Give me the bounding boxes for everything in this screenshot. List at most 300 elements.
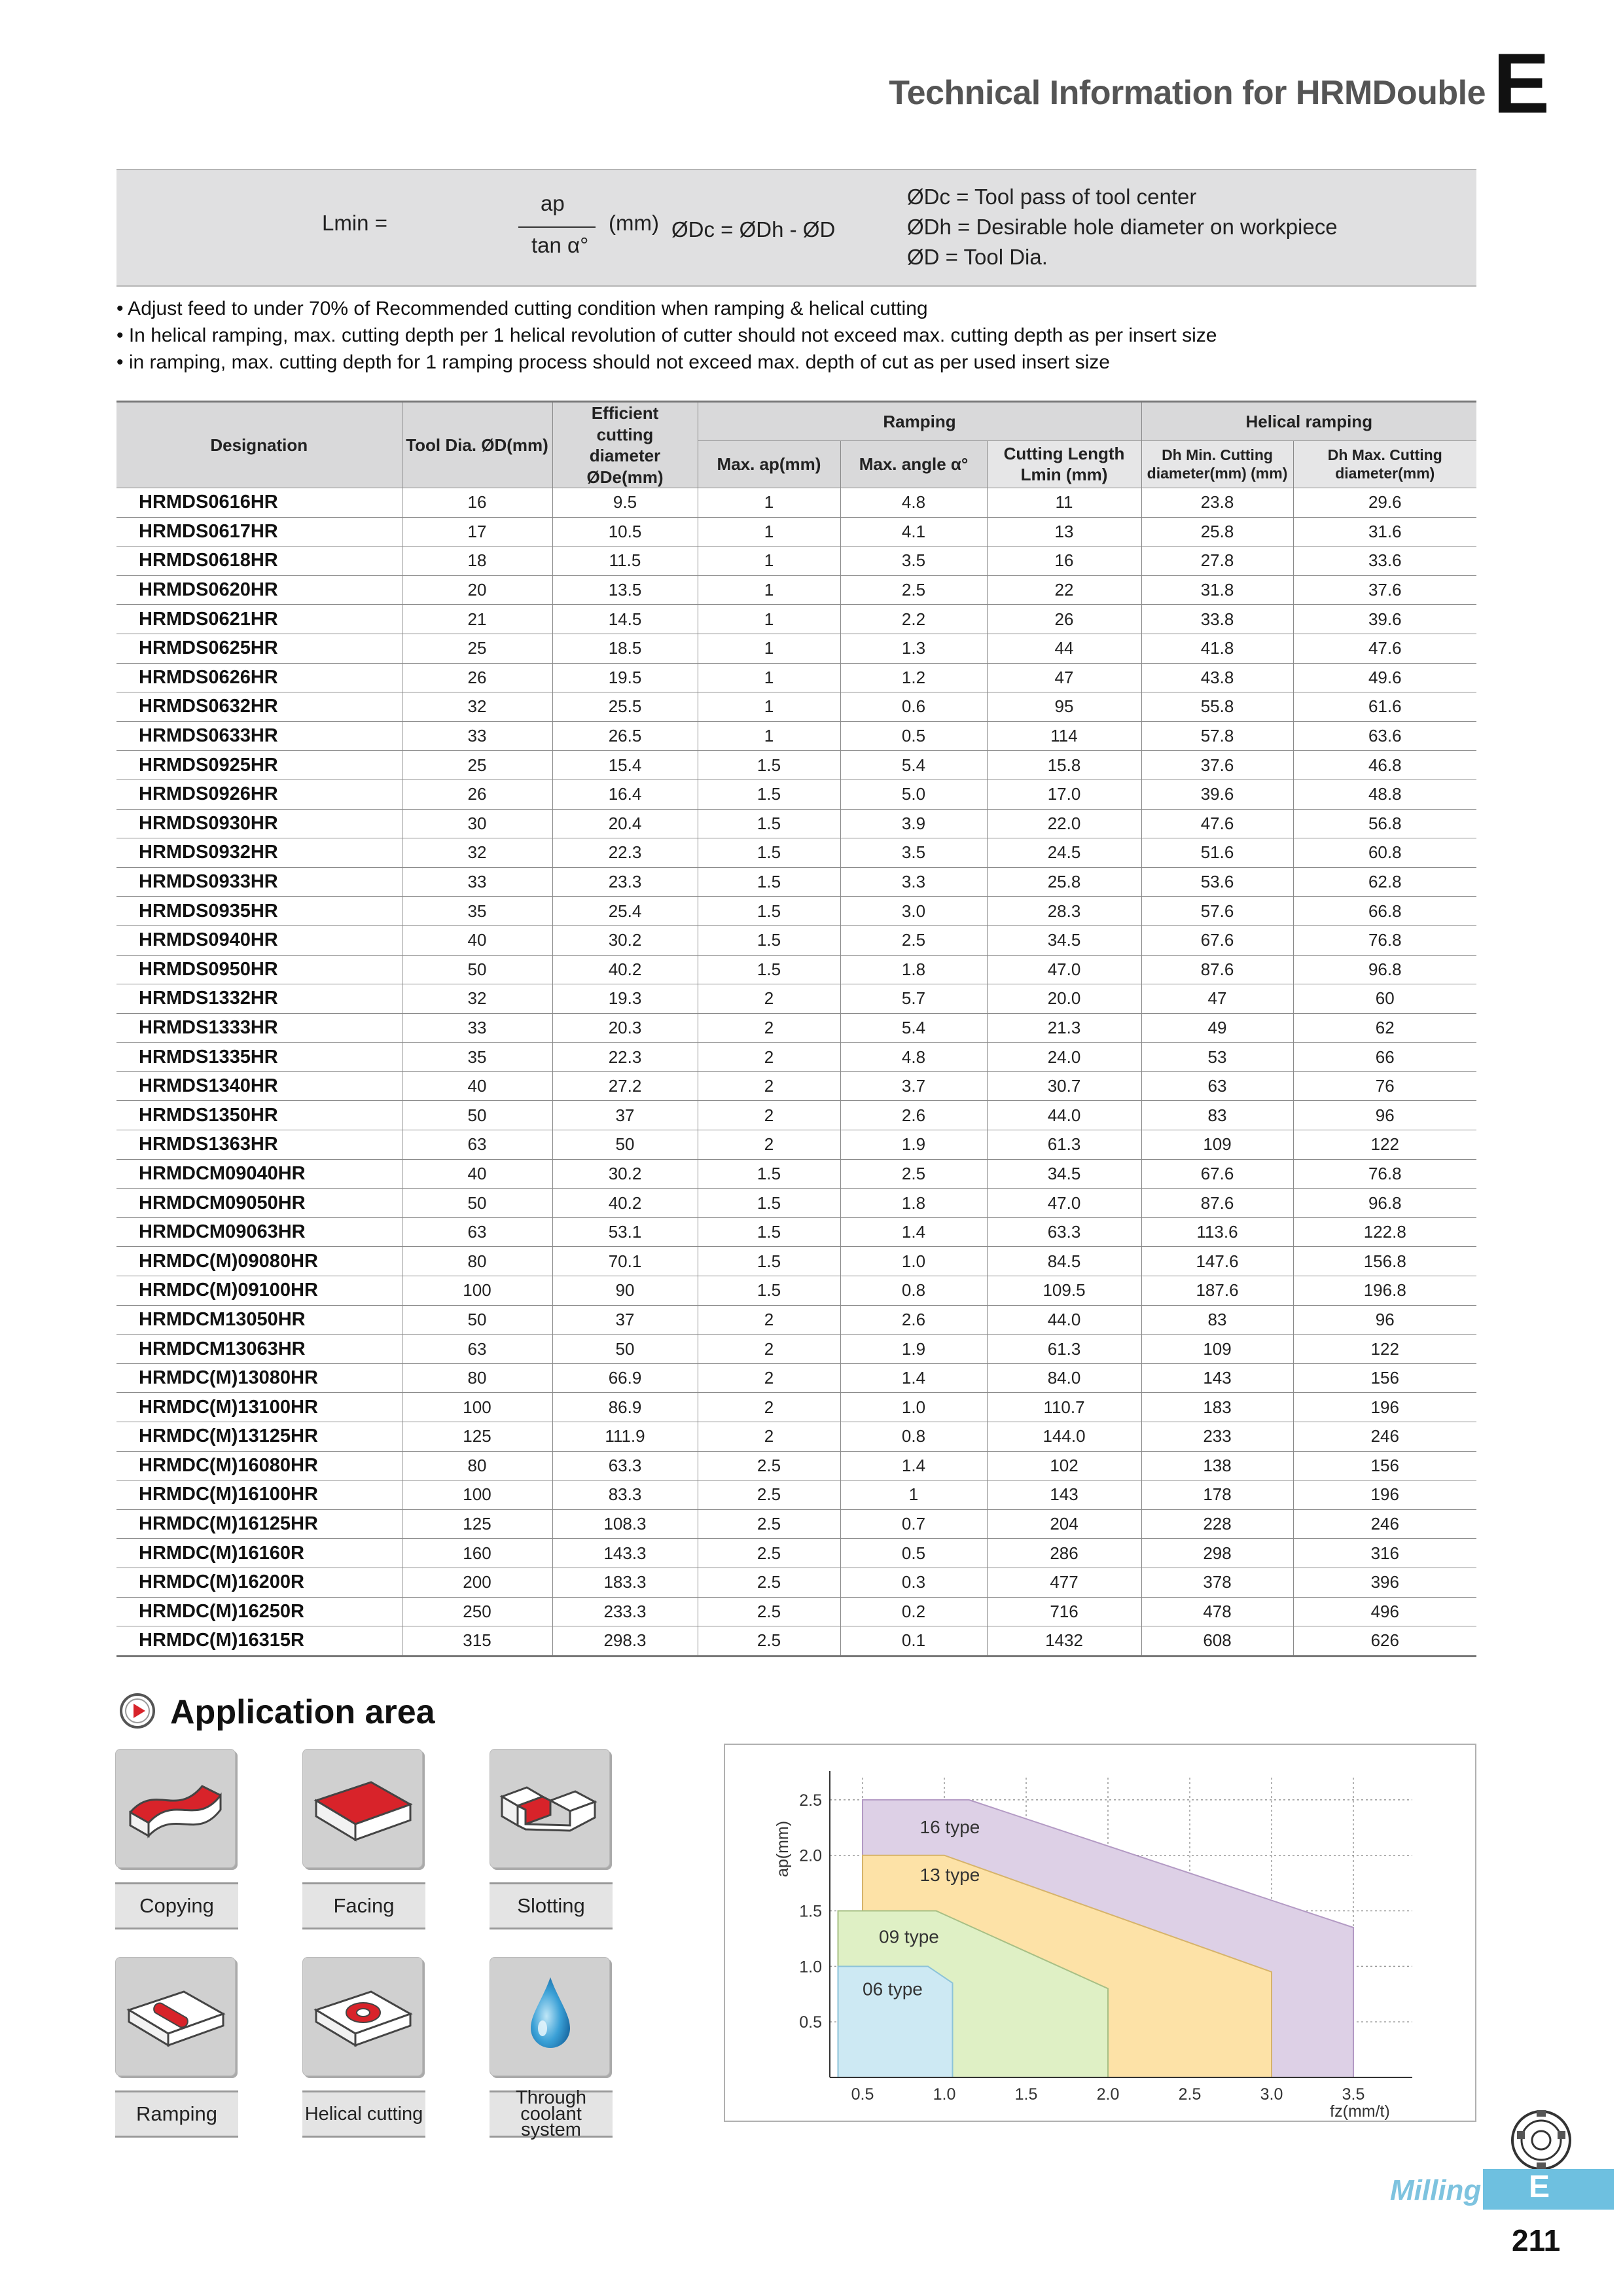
cell-cutting-length: 22.0 (987, 809, 1141, 838)
cell-max-ap: 2 (698, 1335, 840, 1364)
cell-tool-dia: 250 (402, 1597, 552, 1626)
cell-max-ap: 2.5 (698, 1480, 840, 1510)
page-title: Technical Information for HRMDouble (889, 74, 1486, 112)
cell-dh-max: 316 (1293, 1539, 1476, 1568)
header-helical: Helical ramping (1141, 402, 1476, 441)
cell-tool-dia: 100 (402, 1276, 552, 1306)
cell-eff-diameter: 86.9 (552, 1393, 698, 1422)
cell-designation: HRMDC(M)16315R (116, 1626, 402, 1657)
cell-max-ap: 1 (698, 517, 840, 547)
facing-icon (303, 1749, 422, 1867)
cell-designation: HRMDC(M)16250R (116, 1597, 402, 1626)
cell-eff-diameter: 26.5 (552, 721, 698, 751)
cell-dh-max: 46.8 (1293, 751, 1476, 780)
header-tool-dia: Tool Dia. ØD(mm) (402, 402, 552, 488)
cell-dh-min: 143 (1141, 1363, 1293, 1393)
cell-eff-diameter: 27.2 (552, 1071, 698, 1101)
helical-cutting-label: Helical cutting (302, 2090, 425, 2138)
cell-eff-diameter: 13.5 (552, 575, 698, 605)
cell-designation: HRMDS0617HR (116, 517, 402, 547)
cell-dh-max: 246 (1293, 1509, 1476, 1539)
table-row (116, 1159, 1476, 1189)
cell-tool-dia: 315 (402, 1626, 552, 1657)
cell-max-angle: 2.2 (840, 605, 987, 634)
cell-dh-max: 31.6 (1293, 517, 1476, 547)
cell-max-angle: 1.9 (840, 1335, 987, 1364)
table-row (116, 1480, 1476, 1510)
cell-dh-max: 66 (1293, 1043, 1476, 1072)
cell-eff-diameter: 40.2 (552, 955, 698, 984)
cell-tool-dia: 200 (402, 1568, 552, 1597)
cell-eff-diameter: 298.3 (552, 1626, 698, 1657)
cell-dh-max: 246 (1293, 1422, 1476, 1452)
cell-eff-diameter: 19.3 (552, 984, 698, 1014)
cell-tool-dia: 40 (402, 1159, 552, 1189)
table-row (116, 1013, 1476, 1043)
cell-tool-dia: 125 (402, 1422, 552, 1452)
y-tick-label: 2.0 (799, 1846, 822, 1865)
cell-max-angle: 0.8 (840, 1422, 987, 1452)
cell-eff-diameter: 16.4 (552, 780, 698, 809)
x-tick-label: 0.5 (851, 2085, 874, 2104)
cell-max-ap: 1 (698, 547, 840, 576)
fraction-line (518, 226, 596, 228)
cell-designation: HRMDS1363HR (116, 1130, 402, 1160)
header-ramping: Ramping (698, 402, 1141, 441)
ramping-icon (116, 1958, 235, 2075)
cell-designation: HRMDS0950HR (116, 955, 402, 984)
copying-label: Copying (115, 1882, 238, 1929)
table-row (116, 780, 1476, 809)
spec-table (116, 401, 1476, 1657)
cell-tool-dia: 50 (402, 955, 552, 984)
cell-designation: HRMDS0925HR (116, 751, 402, 780)
cell-dh-max: 156.8 (1293, 1247, 1476, 1276)
footer-tab-letter: E (1529, 2170, 1550, 2204)
cell-dh-min: 87.6 (1141, 955, 1293, 984)
cell-tool-dia: 21 (402, 605, 552, 634)
cell-tool-dia: 50 (402, 1305, 552, 1335)
table-row (116, 1276, 1476, 1306)
cell-cutting-length: 26 (987, 605, 1141, 634)
note-ramping: • in ramping, max. cutting depth for 1 ramping process should not exceed max. depth of cut as per used insert size (116, 351, 1110, 373)
cell-max-ap: 1.5 (698, 838, 840, 868)
x-tick-label: 1.5 (1014, 2085, 1038, 2104)
cell-max-ap: 1 (698, 605, 840, 634)
cell-dh-min: 608 (1141, 1626, 1293, 1657)
cell-dh-min: 27.8 (1141, 547, 1293, 576)
cell-tool-dia: 125 (402, 1509, 552, 1539)
cell-max-angle: 3.5 (840, 547, 987, 576)
note-helical: • In helical ramping, max. cutting depth per 1 helical revolution of cutter should not exceed max. cutting depth as per insert size (116, 325, 1217, 346)
cell-tool-dia: 63 (402, 1130, 552, 1160)
water-drop-icon (490, 1958, 609, 2075)
cell-cutting-length: 84.5 (987, 1247, 1141, 1276)
table-row (116, 1305, 1476, 1335)
table-row (116, 692, 1476, 722)
table-row (116, 721, 1476, 751)
cell-cutting-length: 204 (987, 1509, 1141, 1539)
cell-dh-max: 37.6 (1293, 575, 1476, 605)
cell-dh-min: 187.6 (1141, 1276, 1293, 1306)
cell-max-angle: 1.4 (840, 1363, 987, 1393)
table-row (116, 1422, 1476, 1452)
note-feed: • Adjust feed to under 70% of Recommended cutting condition when ramping & helical cutting (116, 298, 928, 319)
cell-designation: HRMDS1333HR (116, 1013, 402, 1043)
cell-eff-diameter: 50 (552, 1130, 698, 1160)
cell-designation: HRMDS0616HR (116, 488, 402, 518)
formula-box (116, 169, 1476, 287)
cell-max-ap: 2 (698, 984, 840, 1014)
cell-max-ap: 2.5 (698, 1539, 840, 1568)
cell-cutting-length: 84.0 (987, 1363, 1141, 1393)
table-row (116, 1363, 1476, 1393)
cell-eff-diameter: 30.2 (552, 925, 698, 955)
helical-cutting-icon (303, 1958, 422, 2075)
cell-dh-min: 183 (1141, 1393, 1293, 1422)
cell-cutting-length: 95 (987, 692, 1141, 722)
cell-max-ap: 1 (698, 721, 840, 751)
table-row (116, 1189, 1476, 1218)
cell-dh-min: 57.6 (1141, 897, 1293, 926)
cell-tool-dia: 32 (402, 692, 552, 722)
cell-dh-max: 56.8 (1293, 809, 1476, 838)
ramping-card (115, 1957, 236, 2076)
cell-tool-dia: 18 (402, 547, 552, 576)
cell-tool-dia: 16 (402, 488, 552, 518)
def-dh: ØDh = Desirable hole diameter on workpiece (907, 215, 1338, 239)
table-row (116, 1043, 1476, 1072)
cell-max-angle: 0.6 (840, 692, 987, 722)
cell-max-angle: 3.0 (840, 897, 987, 926)
cell-tool-dia: 20 (402, 575, 552, 605)
cell-dh-min: 49 (1141, 1013, 1293, 1043)
cell-max-ap: 2 (698, 1130, 840, 1160)
cell-eff-diameter: 9.5 (552, 488, 698, 518)
facing-card (302, 1749, 423, 1868)
cell-cutting-length: 15.8 (987, 751, 1141, 780)
cell-cutting-length: 20.0 (987, 984, 1141, 1014)
cell-designation: HRMDC(M)13125HR (116, 1422, 402, 1452)
cell-designation: HRMDS1350HR (116, 1101, 402, 1130)
cell-tool-dia: 25 (402, 751, 552, 780)
table-row (116, 925, 1476, 955)
cell-max-ap: 1.5 (698, 1217, 840, 1247)
cell-tool-dia: 160 (402, 1539, 552, 1568)
cell-eff-diameter: 23.3 (552, 867, 698, 897)
cell-dh-max: 61.6 (1293, 692, 1476, 722)
cell-eff-diameter: 19.5 (552, 663, 698, 692)
cell-max-angle: 3.7 (840, 1071, 987, 1101)
cell-max-angle: 2.5 (840, 925, 987, 955)
x-tick-label: 2.0 (1096, 2085, 1120, 2104)
table-row (116, 1130, 1476, 1160)
cell-cutting-length: 17.0 (987, 780, 1141, 809)
feed-depth-chart (724, 1744, 1476, 2122)
cell-dh-max: 196 (1293, 1480, 1476, 1510)
cell-cutting-length: 1432 (987, 1626, 1141, 1657)
cell-dh-min: 57.8 (1141, 721, 1293, 751)
cell-dh-max: 49.6 (1293, 663, 1476, 692)
cell-eff-diameter: 30.2 (552, 1159, 698, 1189)
cell-designation: HRMDC(M)16080HR (116, 1451, 402, 1480)
cell-eff-diameter: 25.4 (552, 897, 698, 926)
cell-max-ap: 2.5 (698, 1451, 840, 1480)
cell-max-ap: 2 (698, 1305, 840, 1335)
cell-max-angle: 1.9 (840, 1130, 987, 1160)
through-coolant-label: Through coolant system (490, 2090, 613, 2138)
cell-designation: HRMDC(M)16100HR (116, 1480, 402, 1510)
lmin-label: Lmin = (322, 211, 387, 235)
cell-designation: HRMDS0620HR (116, 575, 402, 605)
y-axis-label: ap(mm) (774, 1820, 792, 1878)
cell-max-angle: 3.9 (840, 809, 987, 838)
cell-dh-max: 62 (1293, 1013, 1476, 1043)
cell-cutting-length: 21.3 (987, 1013, 1141, 1043)
cell-dh-min: 63 (1141, 1071, 1293, 1101)
cell-tool-dia: 100 (402, 1480, 552, 1510)
cell-dh-min: 53.6 (1141, 867, 1293, 897)
milling-cutter-icon (1505, 2102, 1577, 2174)
x-axis-label: fz(mm/t) (1330, 2102, 1390, 2121)
cell-dh-min: 478 (1141, 1597, 1293, 1626)
cell-dh-min: 113.6 (1141, 1217, 1293, 1247)
cell-dh-min: 109 (1141, 1130, 1293, 1160)
table-row (116, 1509, 1476, 1539)
cell-max-angle: 1.4 (840, 1451, 987, 1480)
cell-dh-max: 96 (1293, 1305, 1476, 1335)
cell-cutting-length: 34.5 (987, 1159, 1141, 1189)
cell-tool-dia: 63 (402, 1217, 552, 1247)
cell-max-angle: 1.4 (840, 1217, 987, 1247)
cell-eff-diameter: 22.3 (552, 838, 698, 868)
cell-tool-dia: 63 (402, 1335, 552, 1364)
table-row (116, 955, 1476, 984)
cell-eff-diameter: 11.5 (552, 547, 698, 576)
y-tick-label: 2.5 (799, 1791, 822, 1810)
ramping-label: Ramping (115, 2090, 238, 2138)
cell-dh-min: 67.6 (1141, 1159, 1293, 1189)
cell-dh-min: 228 (1141, 1509, 1293, 1539)
cell-designation: HRMDCM09040HR (116, 1159, 402, 1189)
cell-dh-max: 122 (1293, 1130, 1476, 1160)
cell-eff-diameter: 183.3 (552, 1568, 698, 1597)
formula-denominator: tan α° (531, 233, 589, 257)
cell-dh-max: 496 (1293, 1597, 1476, 1626)
series-label: 09 type (879, 1926, 939, 1947)
cell-tool-dia: 35 (402, 897, 552, 926)
cell-dh-min: 37.6 (1141, 751, 1293, 780)
header-designation: Designation (116, 402, 402, 488)
cell-dh-max: 196 (1293, 1393, 1476, 1422)
cell-max-angle: 2.5 (840, 1159, 987, 1189)
cell-eff-diameter: 233.3 (552, 1597, 698, 1626)
cell-max-angle: 0.8 (840, 1276, 987, 1306)
dc-formula: ØDc = ØDh - ØD (671, 217, 836, 242)
cell-designation: HRMDC(M)16160R (116, 1539, 402, 1568)
cell-tool-dia: 80 (402, 1247, 552, 1276)
cell-cutting-length: 44.0 (987, 1305, 1141, 1335)
cell-designation: HRMDC(M)13100HR (116, 1393, 402, 1422)
cell-cutting-length: 24.0 (987, 1043, 1141, 1072)
cell-dh-max: 626 (1293, 1626, 1476, 1657)
cell-dh-min: 47.6 (1141, 809, 1293, 838)
cell-designation: HRMDS0940HR (116, 925, 402, 955)
cell-dh-min: 67.6 (1141, 925, 1293, 955)
cell-designation: HRMDS1340HR (116, 1071, 402, 1101)
cell-eff-diameter: 15.4 (552, 751, 698, 780)
cell-tool-dia: 33 (402, 721, 552, 751)
cell-max-ap: 1.5 (698, 867, 840, 897)
cell-tool-dia: 40 (402, 925, 552, 955)
cell-designation: HRMDS0618HR (116, 547, 402, 576)
cell-designation: HRMDS0926HR (116, 780, 402, 809)
table-row (116, 605, 1476, 634)
cell-dh-min: 25.8 (1141, 517, 1293, 547)
cell-cutting-length: 44.0 (987, 1101, 1141, 1130)
cell-max-angle: 2.6 (840, 1101, 987, 1130)
cell-dh-min: 109 (1141, 1335, 1293, 1364)
header-max-ap: Max. ap(mm) (698, 440, 840, 488)
header-dh-max: Dh Max. Cutting diameter(mm) (1293, 440, 1476, 488)
cell-dh-max: 39.6 (1293, 605, 1476, 634)
series-label: 13 type (919, 1864, 980, 1885)
cell-designation: HRMDC(M)16125HR (116, 1509, 402, 1539)
cell-dh-max: 396 (1293, 1568, 1476, 1597)
table-row (116, 1597, 1476, 1626)
cell-max-angle: 4.1 (840, 517, 987, 547)
cell-max-ap: 2 (698, 1393, 840, 1422)
cell-cutting-length: 114 (987, 721, 1141, 751)
cell-eff-diameter: 63.3 (552, 1451, 698, 1480)
cell-tool-dia: 32 (402, 838, 552, 868)
section-letter: E (1493, 35, 1550, 131)
cell-max-ap: 1 (698, 663, 840, 692)
cell-designation: HRMDS0625HR (116, 634, 402, 663)
slotting-label: Slotting (490, 1882, 613, 1929)
table-row (116, 867, 1476, 897)
slotting-card (490, 1749, 610, 1868)
cell-max-ap: 1.5 (698, 751, 840, 780)
cell-max-angle: 5.4 (840, 1013, 987, 1043)
cell-cutting-length: 28.3 (987, 897, 1141, 926)
cell-dh-min: 83 (1141, 1305, 1293, 1335)
cell-designation: HRMDS0632HR (116, 692, 402, 722)
cell-max-angle: 1.8 (840, 955, 987, 984)
table-row (116, 663, 1476, 692)
cell-designation: HRMDCM13050HR (116, 1305, 402, 1335)
cell-max-angle: 5.0 (840, 780, 987, 809)
cell-eff-diameter: 18.5 (552, 634, 698, 663)
cell-max-angle: 2.6 (840, 1305, 987, 1335)
cell-eff-diameter: 53.1 (552, 1217, 698, 1247)
cell-max-angle: 1.0 (840, 1247, 987, 1276)
cell-max-ap: 2.5 (698, 1597, 840, 1626)
cell-cutting-length: 61.3 (987, 1130, 1141, 1160)
cell-dh-min: 87.6 (1141, 1189, 1293, 1218)
cell-dh-max: 63.6 (1293, 721, 1476, 751)
cell-eff-diameter: 37 (552, 1101, 698, 1130)
cell-max-angle: 1 (840, 1480, 987, 1510)
x-tick-label: 3.5 (1342, 2085, 1365, 2104)
cell-max-angle: 4.8 (840, 488, 987, 518)
cell-cutting-length: 16 (987, 547, 1141, 576)
cell-max-ap: 1.5 (698, 1247, 840, 1276)
cell-designation: HRMDS0633HR (116, 721, 402, 751)
helical-card (302, 1957, 423, 2076)
cell-dh-max: 76.8 (1293, 1159, 1476, 1189)
cell-cutting-length: 13 (987, 517, 1141, 547)
cell-tool-dia: 33 (402, 867, 552, 897)
cell-cutting-length: 110.7 (987, 1393, 1141, 1422)
cell-max-angle: 4.8 (840, 1043, 987, 1072)
cell-dh-min: 39.6 (1141, 780, 1293, 809)
cell-designation: HRMDS0933HR (116, 867, 402, 897)
cell-cutting-length: 44 (987, 634, 1141, 663)
table-row (116, 897, 1476, 926)
series-label: 06 type (863, 1979, 923, 2000)
cell-dh-min: 83 (1141, 1101, 1293, 1130)
cell-max-angle: 0.5 (840, 721, 987, 751)
cell-dh-min: 47 (1141, 984, 1293, 1014)
cell-cutting-length: 25.8 (987, 867, 1141, 897)
cell-max-ap: 1.5 (698, 1159, 840, 1189)
cell-eff-diameter: 111.9 (552, 1422, 698, 1452)
cell-max-ap: 2 (698, 1013, 840, 1043)
table-row (116, 634, 1476, 663)
cell-max-ap: 2 (698, 1101, 840, 1130)
cell-max-ap: 1 (698, 575, 840, 605)
def-d: ØD = Tool Dia. (907, 245, 1048, 269)
cell-max-angle: 3.3 (840, 867, 987, 897)
cell-cutting-length: 24.5 (987, 838, 1141, 868)
y-tick-label: 1.5 (799, 1902, 822, 1921)
table-row (116, 751, 1476, 780)
cell-tool-dia: 80 (402, 1363, 552, 1393)
cell-max-ap: 1.5 (698, 925, 840, 955)
cell-dh-min: 33.8 (1141, 605, 1293, 634)
formula-unit: (mm) (609, 211, 659, 235)
cell-max-angle: 1.0 (840, 1393, 987, 1422)
cell-designation: HRMDS0930HR (116, 809, 402, 838)
cell-max-angle: 0.2 (840, 1597, 987, 1626)
table-row (116, 1335, 1476, 1364)
table-row (116, 1539, 1476, 1568)
cell-dh-max: 47.6 (1293, 634, 1476, 663)
table-row (116, 1393, 1476, 1422)
cell-max-angle: 1.2 (840, 663, 987, 692)
cell-dh-max: 122.8 (1293, 1217, 1476, 1247)
cell-cutting-length: 286 (987, 1539, 1141, 1568)
cell-max-angle: 5.7 (840, 984, 987, 1014)
cell-dh-max: 62.8 (1293, 867, 1476, 897)
chart-svg (725, 1745, 1475, 2121)
cell-eff-diameter: 50 (552, 1335, 698, 1364)
cell-max-angle: 3.5 (840, 838, 987, 868)
cell-eff-diameter: 25.5 (552, 692, 698, 722)
table-row (116, 1568, 1476, 1597)
cell-cutting-length: 63.3 (987, 1217, 1141, 1247)
cell-max-ap: 2.5 (698, 1568, 840, 1597)
cell-designation: HRMDCM09063HR (116, 1217, 402, 1247)
cell-max-angle: 0.1 (840, 1626, 987, 1657)
cell-max-ap: 1 (698, 634, 840, 663)
cell-tool-dia: 35 (402, 1043, 552, 1072)
cell-max-ap: 1.5 (698, 809, 840, 838)
cell-dh-min: 147.6 (1141, 1247, 1293, 1276)
cell-tool-dia: 32 (402, 984, 552, 1014)
table-row (116, 1101, 1476, 1130)
